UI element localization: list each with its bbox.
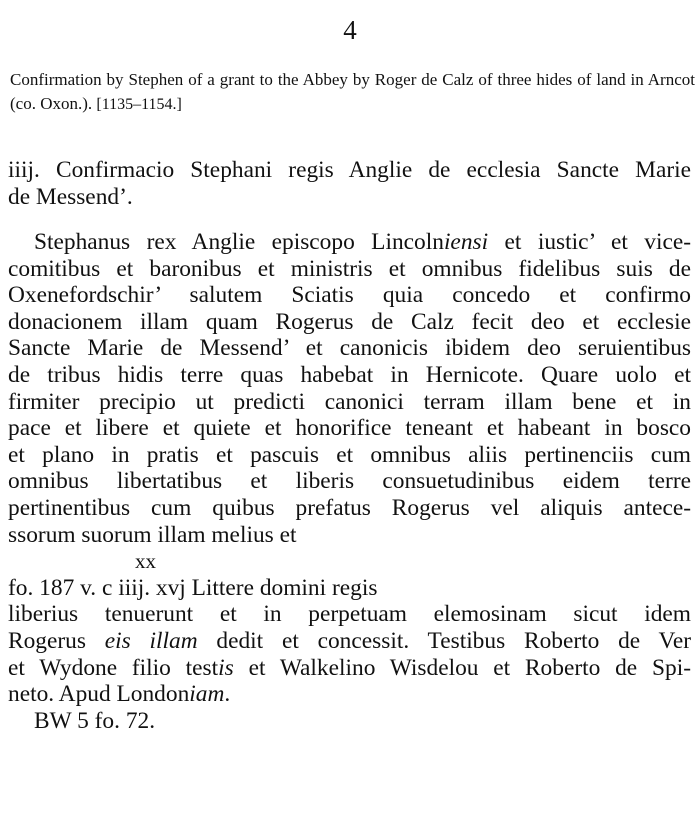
text-segment: Oxenefordschir’ salutem Sciatis quia concedo et confirmo	[8, 282, 691, 309]
charter-line	[8, 522, 691, 549]
charter-line	[8, 229, 691, 256]
charter-line	[8, 575, 691, 602]
text-segment: et plano in pratis et pascuis et omnibus aliis pertinenciis cum	[8, 441, 691, 468]
text-segment: firmiter precipio ut predicti canonici terram illam bene et in	[8, 388, 691, 415]
italic-expansion: eis illam	[104, 627, 198, 654]
text-segment: pace et libere et quiete et honorifice teneant et habeant in bosco	[8, 415, 691, 442]
text-segment: Sancte Marie de Messend’ et canonicis ibidem deo seruientibus	[8, 335, 691, 362]
text-segment: fo. 187 v. c iiij. xvj Littere domini regis	[8, 574, 378, 601]
text-segment: Rogerus	[8, 627, 105, 654]
text-segment: liberius tenuerunt et in perpetuam elemosinam sicut idem	[8, 601, 691, 628]
summary-text: Confirmation by Stephen of a grant to the Abbey by Roger de Calz of three hides of land in Arncot (co. Oxon.).	[10, 70, 695, 113]
text-segment: BW 5 fo. 72.	[34, 707, 156, 734]
rubric-line: iiij. Confirmacio Stephani regis Anglie de ecclesia Sancte Marie	[8, 157, 691, 183]
rubric-line: de Messend’.	[8, 183, 133, 210]
charter-line	[8, 415, 691, 442]
italic-expansion: iam	[189, 681, 225, 708]
text-segment: xx	[135, 549, 156, 574]
text-segment: de tribus hidis terre quas habebat in Hernicote. Quare uolo et	[8, 361, 691, 388]
date-range: [1135–1154.]	[96, 96, 182, 113]
charter-line	[8, 495, 691, 522]
charter-line	[8, 309, 691, 336]
rubric-heading	[8, 157, 691, 210]
charter-line	[8, 601, 691, 628]
text-segment: comitibus et baronibus et ministris et omnibus fidelibus suis de	[8, 255, 691, 282]
charter-line	[8, 442, 691, 469]
charter-line	[8, 335, 691, 362]
text-segment: et Walkelino Wisdelou et Roberto de Spi-	[233, 654, 691, 681]
text-segment: et Wydone filio test	[8, 654, 219, 681]
folio-mark	[8, 548, 691, 575]
text-segment: dedit et concessit. Testibus Roberto de Ver	[197, 627, 692, 654]
text-segment: neto. Apud London	[8, 681, 190, 708]
charter-line	[8, 468, 691, 495]
italic-expansion: is	[218, 654, 234, 681]
text-segment: ssorum suorum illam melius et	[8, 521, 297, 548]
text-segment: omnibus libertatibus et liberis consuetudinibus eidem terre	[8, 468, 691, 495]
charter-line	[8, 389, 691, 416]
charter-text	[8, 229, 691, 734]
document-summary	[10, 68, 695, 117]
charter-line	[8, 681, 691, 708]
charter-line	[8, 655, 691, 682]
text-segment: Stephanus rex Anglie episcopo Lincoln	[34, 229, 444, 255]
charter-line	[8, 256, 691, 283]
italic-expansion: iensi	[443, 229, 489, 255]
document-number: 4	[343, 15, 357, 45]
charter-line	[8, 628, 691, 655]
text-segment: .	[224, 681, 231, 708]
text-segment: et iustic’ et vice-	[488, 229, 691, 255]
charter-line	[8, 708, 691, 735]
charter-line	[8, 362, 691, 389]
text-segment: pertinentibus cum quibus prefatus Rogerus vel aliquis antece-	[8, 494, 691, 521]
charter-line	[8, 282, 691, 309]
text-segment: donacionem illam quam Rogerus de Calz fecit deo et ecclesie	[8, 308, 691, 335]
